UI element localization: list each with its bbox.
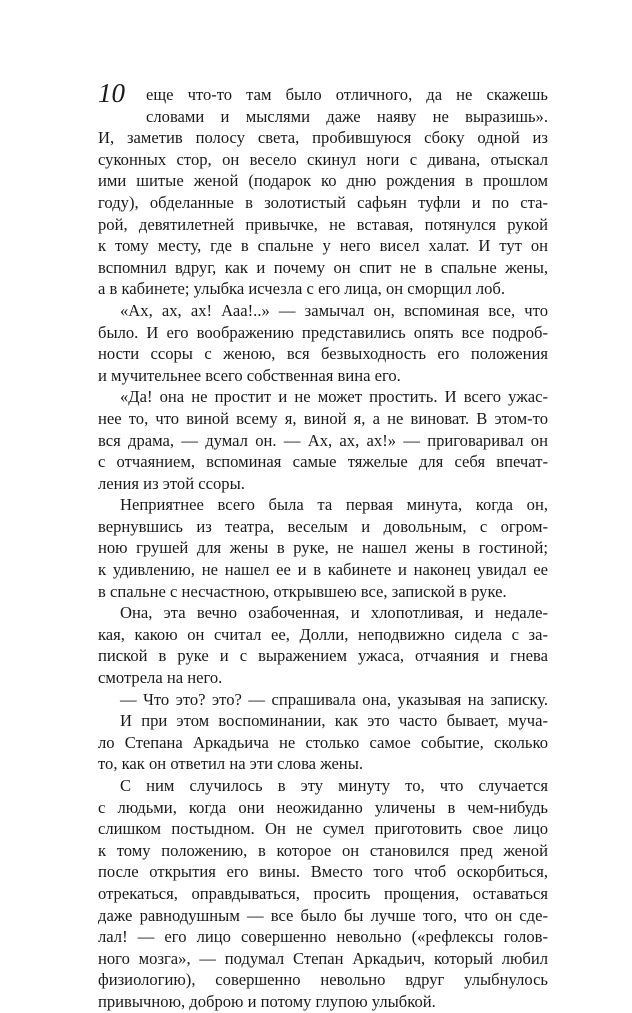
text-line: привычною, доброю и потому глупою улыбкой.	[98, 991, 436, 1011]
text-line: И, заметив полосу света, пробившуюся сбоку одной из	[98, 128, 548, 148]
body-text	[98, 84, 548, 1013]
text-line: к тому положению, в которое он становился пред женой	[98, 840, 548, 860]
text-line: С ним случилось в эту минуту то, что случается	[120, 776, 548, 795]
text-line: году), обделанные в золотистый сафьян туфли и по ста-	[98, 192, 548, 212]
text-line: пиской в руке и с выражением ужаса, отчаяния и гнева	[98, 646, 548, 666]
text-line: с отчаянием, вспоминая самые тяжелые для себя впечат-	[98, 452, 548, 472]
text-line: было. И его воображению представились опять все подроб-	[98, 322, 548, 342]
text-line: смотрела на него.	[98, 668, 223, 688]
text-line: И при этом воспоминании, как это часто бывает, муча-	[120, 711, 548, 731]
text-line: вернувшись из театра, веселым и довольным, с огром-	[98, 516, 548, 536]
text-line: «Да! она не простит и не может простить. И всего ужас-	[120, 387, 548, 407]
text-line: нее то, что виной всему я, виной я, а не виноват. В этом-то	[98, 408, 548, 428]
text-line: а в кабинете; улыбка исчезла с его лица, он сморщил лоб.	[98, 279, 506, 299]
text-line: с людьми, когда они неожиданно уличены в чем-нибудь	[98, 797, 548, 817]
text-line: рой, девятилетней привычке, не вставая, потянулся рукой	[98, 214, 548, 234]
text-line: Неприятнее всего была та первая минута, когда он,	[120, 495, 548, 515]
text-line: словами и мыслями даже наяву не выразишь».	[146, 106, 548, 126]
text-line: вся драма, — думал он. — Ах, ах, ах!» — приговаривал он	[98, 430, 548, 450]
text-line: слишком постыдном. Он не сумел приготовить свое лицо	[98, 819, 548, 839]
text-line: к удивлению, не нашел ее и в кабинете и наконец увидал ее	[98, 560, 548, 580]
text-line: то, как он ответил на эти слова жены.	[98, 754, 363, 774]
text-line: и мучительнее всего собственная вина его.	[98, 365, 401, 385]
text-line: к тому месту, где в спальне у него висел халат. И тут он	[98, 236, 548, 256]
text-line: — Что это? это? — спрашивала она, указывая на записку.	[120, 689, 548, 709]
text-line: даже равнодушным — все было бы лучше того, что он сде-	[98, 905, 548, 925]
text-line: кая, какою он считал ее, Долли, неподвижно сидела с за-	[98, 624, 548, 644]
text-line: ною грушей для жены в руке, не нашел жены в гостиной;	[98, 538, 548, 558]
text-line: ими шитые женой (подарок ко дню рождения в прошлом	[98, 171, 548, 191]
text-line: еще что-то там было отличного, да не скажешь	[146, 85, 548, 104]
text-line: Она, эта вечно озабоченная, и хлопотливая, и недале-	[120, 603, 548, 623]
text-line: после открытия его вины. Вместо того чтоб оскорбиться,	[98, 862, 548, 882]
text-line: физиологию), совершенно невольно вдруг улыбнулось	[98, 970, 548, 990]
text-line: в спальне с несчастною, открывшею все, запиской в руке.	[98, 581, 507, 601]
text-line: лал! — его лицо совершенно невольно («рефлексы голов-	[98, 927, 548, 947]
text-line: отрекаться, оправдываться, просить прощения, оставаться	[98, 883, 548, 903]
text-line: вспомнил вдруг, как и почему он спит не в спальне жены,	[98, 257, 548, 277]
text-line: ления из этой ссоры.	[98, 473, 245, 493]
text-line: ло Степана Аркадьича не столько самое событие, сколько	[98, 732, 548, 752]
text-line: суконных стор, он весело скинул ноги с дивана, отыскал	[98, 149, 548, 169]
text-line: «Ах, ах, ах! Ааа!..» — замычал он, вспоминая все, что	[120, 300, 548, 320]
page-number: 10	[98, 78, 125, 108]
text-line: ности ссоры с женою, вся безвыходность его положения	[98, 344, 548, 364]
text-line: ного мозга», — подумал Степан Аркадьич, который любил	[98, 948, 548, 968]
